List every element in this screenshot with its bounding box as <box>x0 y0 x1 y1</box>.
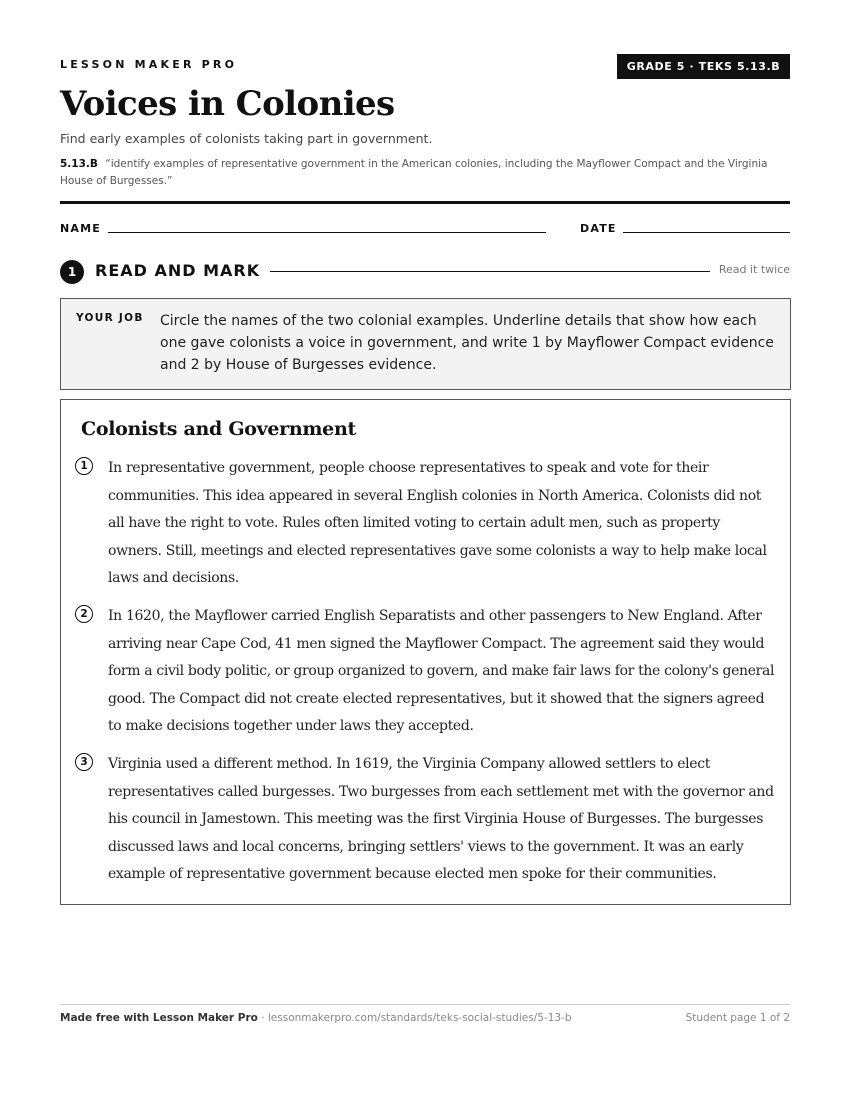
section-divider <box>270 271 710 272</box>
section-number-badge: 1 <box>60 260 84 284</box>
paragraph-number: 2 <box>75 605 93 623</box>
paragraph-text: In 1620, the Mayflower carried English Separatists and other passengers to New England. After arriving near Cape Cod, 41 men signed the Mayflower Compact. The agreement said they would form a civil body politic, or group organized to govern, and make fair laws for the colony's general good. The Compact did not create elected representatives, but it showed that the signers agreed to make decisions together under laws they accepted. <box>108 608 775 735</box>
your-job-label: YOUR JOB <box>76 312 144 324</box>
grade-badge: GRADE 5 · TEKS 5.13.B <box>617 54 790 79</box>
header-divider <box>60 201 790 204</box>
page-subtitle: Find early examples of colonists taking part in government. <box>60 131 433 146</box>
standard-text: “identify examples of representative government in the American colonies, including the Mayflower Compact and the Virginia House of Burgesses.” <box>60 158 768 187</box>
brand-label: LESSON MAKER PRO <box>60 58 238 71</box>
standard-code: 5.13.B <box>60 158 98 170</box>
paragraph-number: 1 <box>75 457 93 475</box>
footer-page-number: Student page 1 of 2 <box>685 1012 790 1024</box>
standard-description <box>60 156 790 190</box>
footer-divider <box>60 1004 790 1005</box>
date-label: DATE <box>580 222 617 235</box>
section-note: Read it twice <box>718 263 790 276</box>
paragraph-text: In representative government, people choose representatives to speak and vote for their communities. This idea appeared in several English colonies in North America. Colonists did not all have the right to vote. Rules often limited voting to certain adult men, such as property owners. Still, meetings and elected representatives gave some colonists a way to help make local laws and decisions. <box>108 460 767 587</box>
name-label: NAME <box>60 222 101 235</box>
reading-passage <box>60 399 791 905</box>
footer-url[interactable]: · lessonmakerpro.com/standards/teks-social-studies/5-13-b <box>257 1012 572 1024</box>
name-field[interactable] <box>108 232 546 233</box>
your-job-instructions: Circle the names of the two colonial examples. Underline details that show how each one gave colonists a voice in government, and write 1 by Mayflower Compact evidence and 2 by House of Burgesses evidence. <box>160 313 774 373</box>
date-field[interactable] <box>623 232 790 233</box>
footer-credit <box>60 1012 572 1024</box>
paragraph-number: 3 <box>75 753 93 771</box>
passage-title: Colonists and Government <box>81 418 356 440</box>
your-job-box <box>60 298 791 390</box>
paragraph-text: Virginia used a different method. In 1619, the Virginia Company allowed settlers to elect representatives called burgesses. Two burgesses from each settlement met with the governor and his council in Jamestown. This meeting was the first Virginia House of Burgesses. The burgesses discussed laws and local concerns, bringing settlers' views to the government. It was an early example of representative government because elected men spoke for their communities. <box>108 756 774 883</box>
footer-made: Made free with Lesson Maker Pro <box>60 1012 258 1024</box>
section-title: READ AND MARK <box>95 261 261 280</box>
page-title: Voices in Colonies <box>60 84 395 124</box>
